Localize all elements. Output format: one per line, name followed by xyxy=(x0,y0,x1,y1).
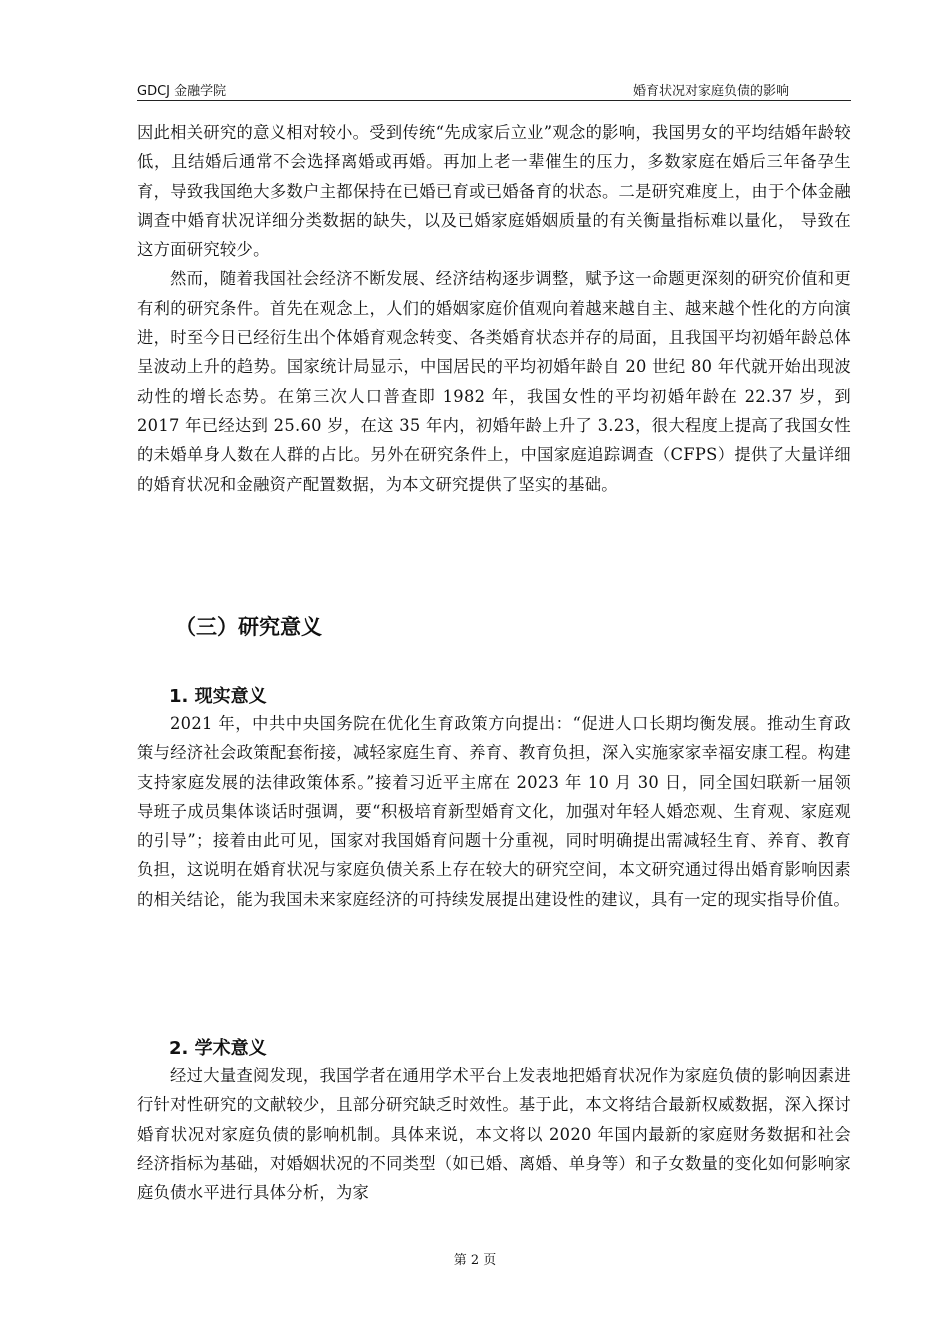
paragraph-2: 然而，随着我国社会经济不断发展、经济结构逐步调整，赋予这一命题更深刻的研究价值和更有利的研究条件。首先在观念上，人们的婚姻家庭价值观向着越来越自主、越来越个性化的方向演进，时至今日已经衍生出个体婚育观念转变、各类婚育状态并存的局面，且我国平均初婚年龄总体呈波动上升的趋势。国家统计局显示，中国居民的平均初婚年龄自 20 世纪 80 年代就开始出现波动性的增长态势。在第三次人口普查即 1982 年，我国女性的平均初婚年龄在 22.37 岁，到 2017 年已经达到 25.60 岁，在这 35 年内，初婚年龄上升了 3.23，很大程度上提高了我国女性的未婚单身人数在人群的占比。另外在研究条件上，中国家庭追踪调查（CFPS）提供了大量详细的婚育状况和金融资产配置数据，为本文研究提供了坚实的基础。 xyxy=(137,269,851,494)
intro-content xyxy=(137,118,851,499)
header-right: 婚育状况对家庭负债的影响 xyxy=(632,84,789,99)
page-number: 第 2 页 xyxy=(453,1253,497,1268)
page-header xyxy=(137,84,851,101)
subsection-1-body xyxy=(137,709,851,914)
subsection-2-body xyxy=(137,1061,851,1207)
header-left: GDCJ 金融学院 xyxy=(137,84,227,99)
subsection-2-text: 经过大量查阅发现，我国学者在通用学术平台上发表地把婚育状况作为家庭负债的影响因素进行针对性研究的文献较少，且部分研究缺乏时效性。基于此，本文将结合最新权威数据，深入探讨婚育状况对家庭负债的影响机制。具体来说，本文将以 2020 年国内最新的家庭财务数据和社会经济指标为基础，对婚姻状况的不同类型（如已婚、离婚、单身等）和子女数量的变化如何影响家庭负债水平进行具体分析，为家 xyxy=(137,1066,851,1203)
subsection-1-title: 1. 现实意义 xyxy=(169,686,267,707)
paragraph-1: 因此相关研究的意义相对较小。受到传统“先成家后立业”观念的影响，我国男女的平均结婚年龄较低，且结婚后通常不会选择离婚或再婚。再加上老一辈催生的压力，多数家庭在婚后三年备孕生育，导致我国绝大多数户主都保持在已婚已育或已婚备育的状态。二是研究难度上，由于个体金融调查中婚育状况详细分类数据的缺失，以及已婚家庭婚姻质量的有关衡量指标难以量化， 导致在这方面研究较少。 xyxy=(137,123,851,260)
section-title: （三）研究意义 xyxy=(175,615,322,639)
subsection-1-text: 2021 年，中共中央国务院在优化生育政策方向提出：“促进人口长期均衡发展。推动生育政策与经济社会政策配套衔接，减轻家庭生育、养育、教育负担，深入实施家家幸福安康工程。构建支持家庭发展的法律政策体系。”接着习近平主席在 2023 年 10 月 30 日，同全国妇联新一届领导班子成员集体谈话时强调，要“积极培育新型婚育文化，加强对年轻人婚恋观、生育观、家庭观的引导”；接着由此可见，国家对我国婚育问题十分重视，同时明确提出需减轻生育、养育、教育负担，这说明在婚育状况与家庭负债关系上存在较大的研究空间，本文研究通过得出婚育影响因素的相关结论，能为我国未来家庭经济的可持续发展提出建设性的建议，具有一定的现实指导价值。 xyxy=(137,714,851,909)
subsection-2-title: 2. 学术意义 xyxy=(169,1038,267,1059)
